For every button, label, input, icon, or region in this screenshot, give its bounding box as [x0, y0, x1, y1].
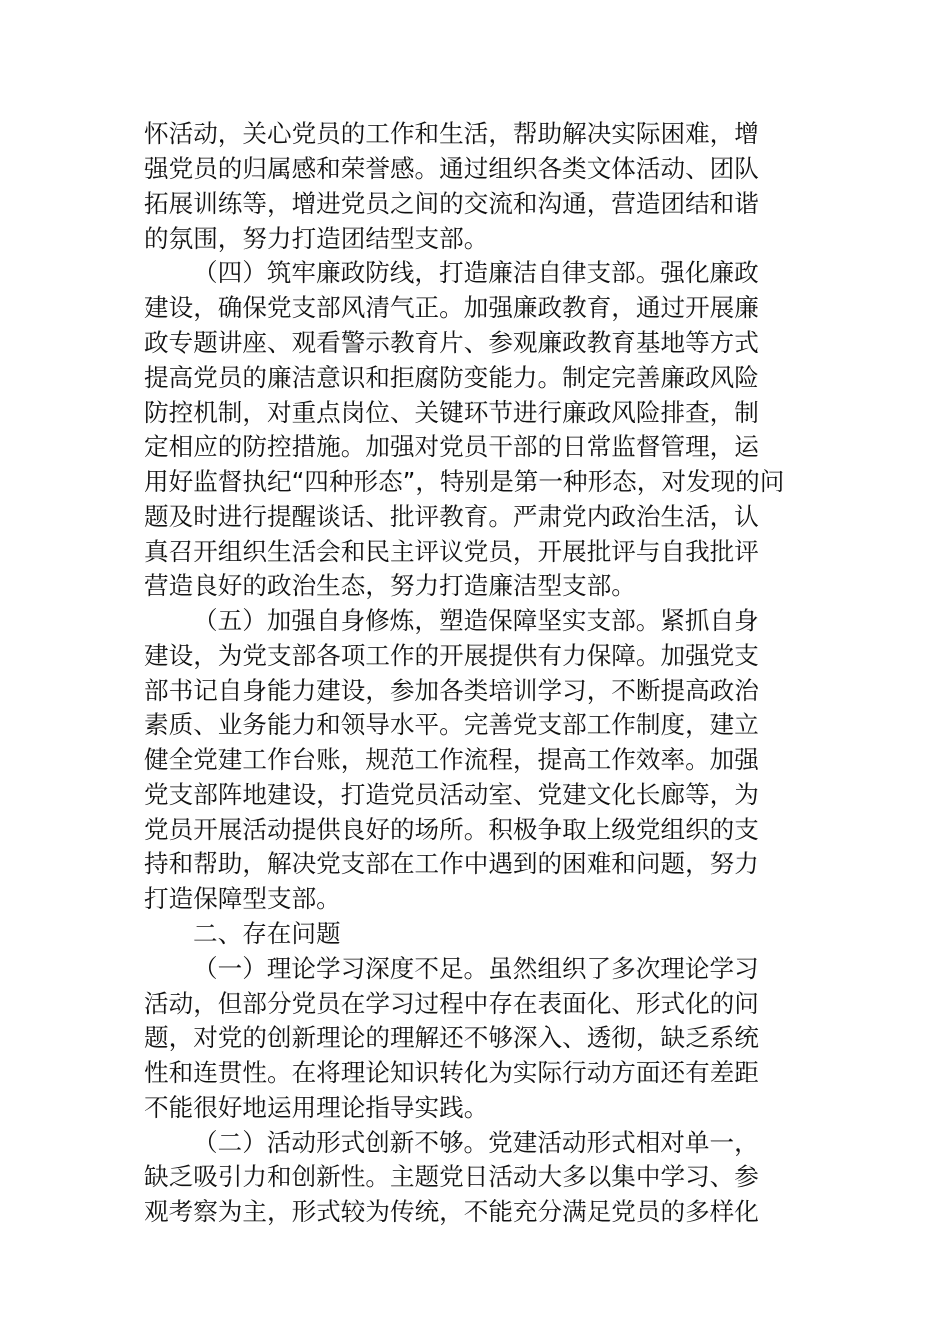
- section-heading-5: （五）加强自身修炼，塑造保障坚实支部。紧抓自身: [193, 606, 759, 635]
- body-text-line: 素质、业务能力和领导水平。完善党支部工作制度，建立: [144, 710, 759, 739]
- body-text-line: 活动，但部分党员在学习过程中存在表面化、形式化的问: [144, 989, 759, 1018]
- body-text-line: 持和帮助，解决党支部在工作中遇到的困难和问题，努力: [144, 849, 759, 878]
- body-text-line: 党支部阵地建设，打造党员活动室、党建文化长廊等，为: [144, 780, 759, 809]
- body-text-line: 政专题讲座、观看警示教育片、参观廉政教育基地等方式: [144, 328, 759, 357]
- body-text-line: 真召开组织生活会和民主评议党员，开展批评与自我批评: [144, 537, 759, 566]
- body-text-line: 用好监督执纪“四种形态”，特别是第一种形态，对发现的问: [144, 467, 785, 496]
- body-text-line: 部书记自身能力建设，参加各类培训学习，不断提高政治: [144, 676, 759, 705]
- body-text-line: 题及时进行提醒谈话、批评教育。严肃党内政治生活，认: [144, 502, 759, 531]
- body-text-line: 提高党员的廉洁意识和拒腐防变能力。制定完善廉政风险: [144, 363, 759, 392]
- body-text-line: 建设，为党支部各项工作的开展提供有力保障。加强党支: [144, 641, 759, 670]
- problem-heading-1: （一）理论学习深度不足。虽然组织了多次理论学习: [193, 954, 759, 983]
- body-text-line: 建设，确保党支部风清气正。加强廉政教育，通过开展廉: [144, 293, 759, 322]
- body-text-line: 怀活动，关心党员的工作和生活，帮助解决实际困难，增: [144, 119, 759, 148]
- body-text-line: 定相应的防控措施。加强对党员干部的日常监督管理，运: [144, 432, 759, 461]
- body-text-line: 性和连贯性。在将理论知识转化为实际行动方面还有差距: [144, 1058, 759, 1087]
- body-text-line: 强党员的归属感和荣誉感。通过组织各类文体活动、团队: [144, 154, 759, 183]
- body-text-line: 营造良好的政治生态，努力打造廉洁型支部。: [144, 571, 636, 600]
- body-text-line: 不能很好地运用理论指导实践。: [144, 1093, 489, 1122]
- section-heading-4: （四）筑牢廉政防线，打造廉洁自律支部。强化廉政: [193, 258, 759, 287]
- body-text-line: 防控机制，对重点岗位、关键环节进行廉政风险排查，制: [144, 398, 759, 427]
- problem-heading-2: （二）活动形式创新不够。党建活动形式相对单一，: [193, 1128, 759, 1157]
- body-text-line: 缺乏吸引力和创新性。主题党日活动大多以集中学习、参: [144, 1162, 759, 1191]
- body-text-line: 打造保障型支部。: [144, 884, 341, 913]
- body-text-line: 题，对党的创新理论的理解还不够深入、透彻，缺乏系统: [144, 1023, 759, 1052]
- body-text-line: 健全党建工作台账，规范工作流程，提高工作效率。加强: [144, 745, 759, 774]
- body-text-line: 观考察为主，形式较为传统，不能充分满足党员的多样化: [144, 1197, 759, 1226]
- body-text-line: 的氛围，努力打造团结型支部。: [144, 224, 489, 253]
- body-text-line: 拓展训练等，增进党员之间的交流和沟通，营造团结和谐: [144, 189, 759, 218]
- section-title-problems: 二、存在问题: [193, 919, 341, 948]
- body-text-line: 党员开展活动提供良好的场所。积极争取上级党组织的支: [144, 815, 759, 844]
